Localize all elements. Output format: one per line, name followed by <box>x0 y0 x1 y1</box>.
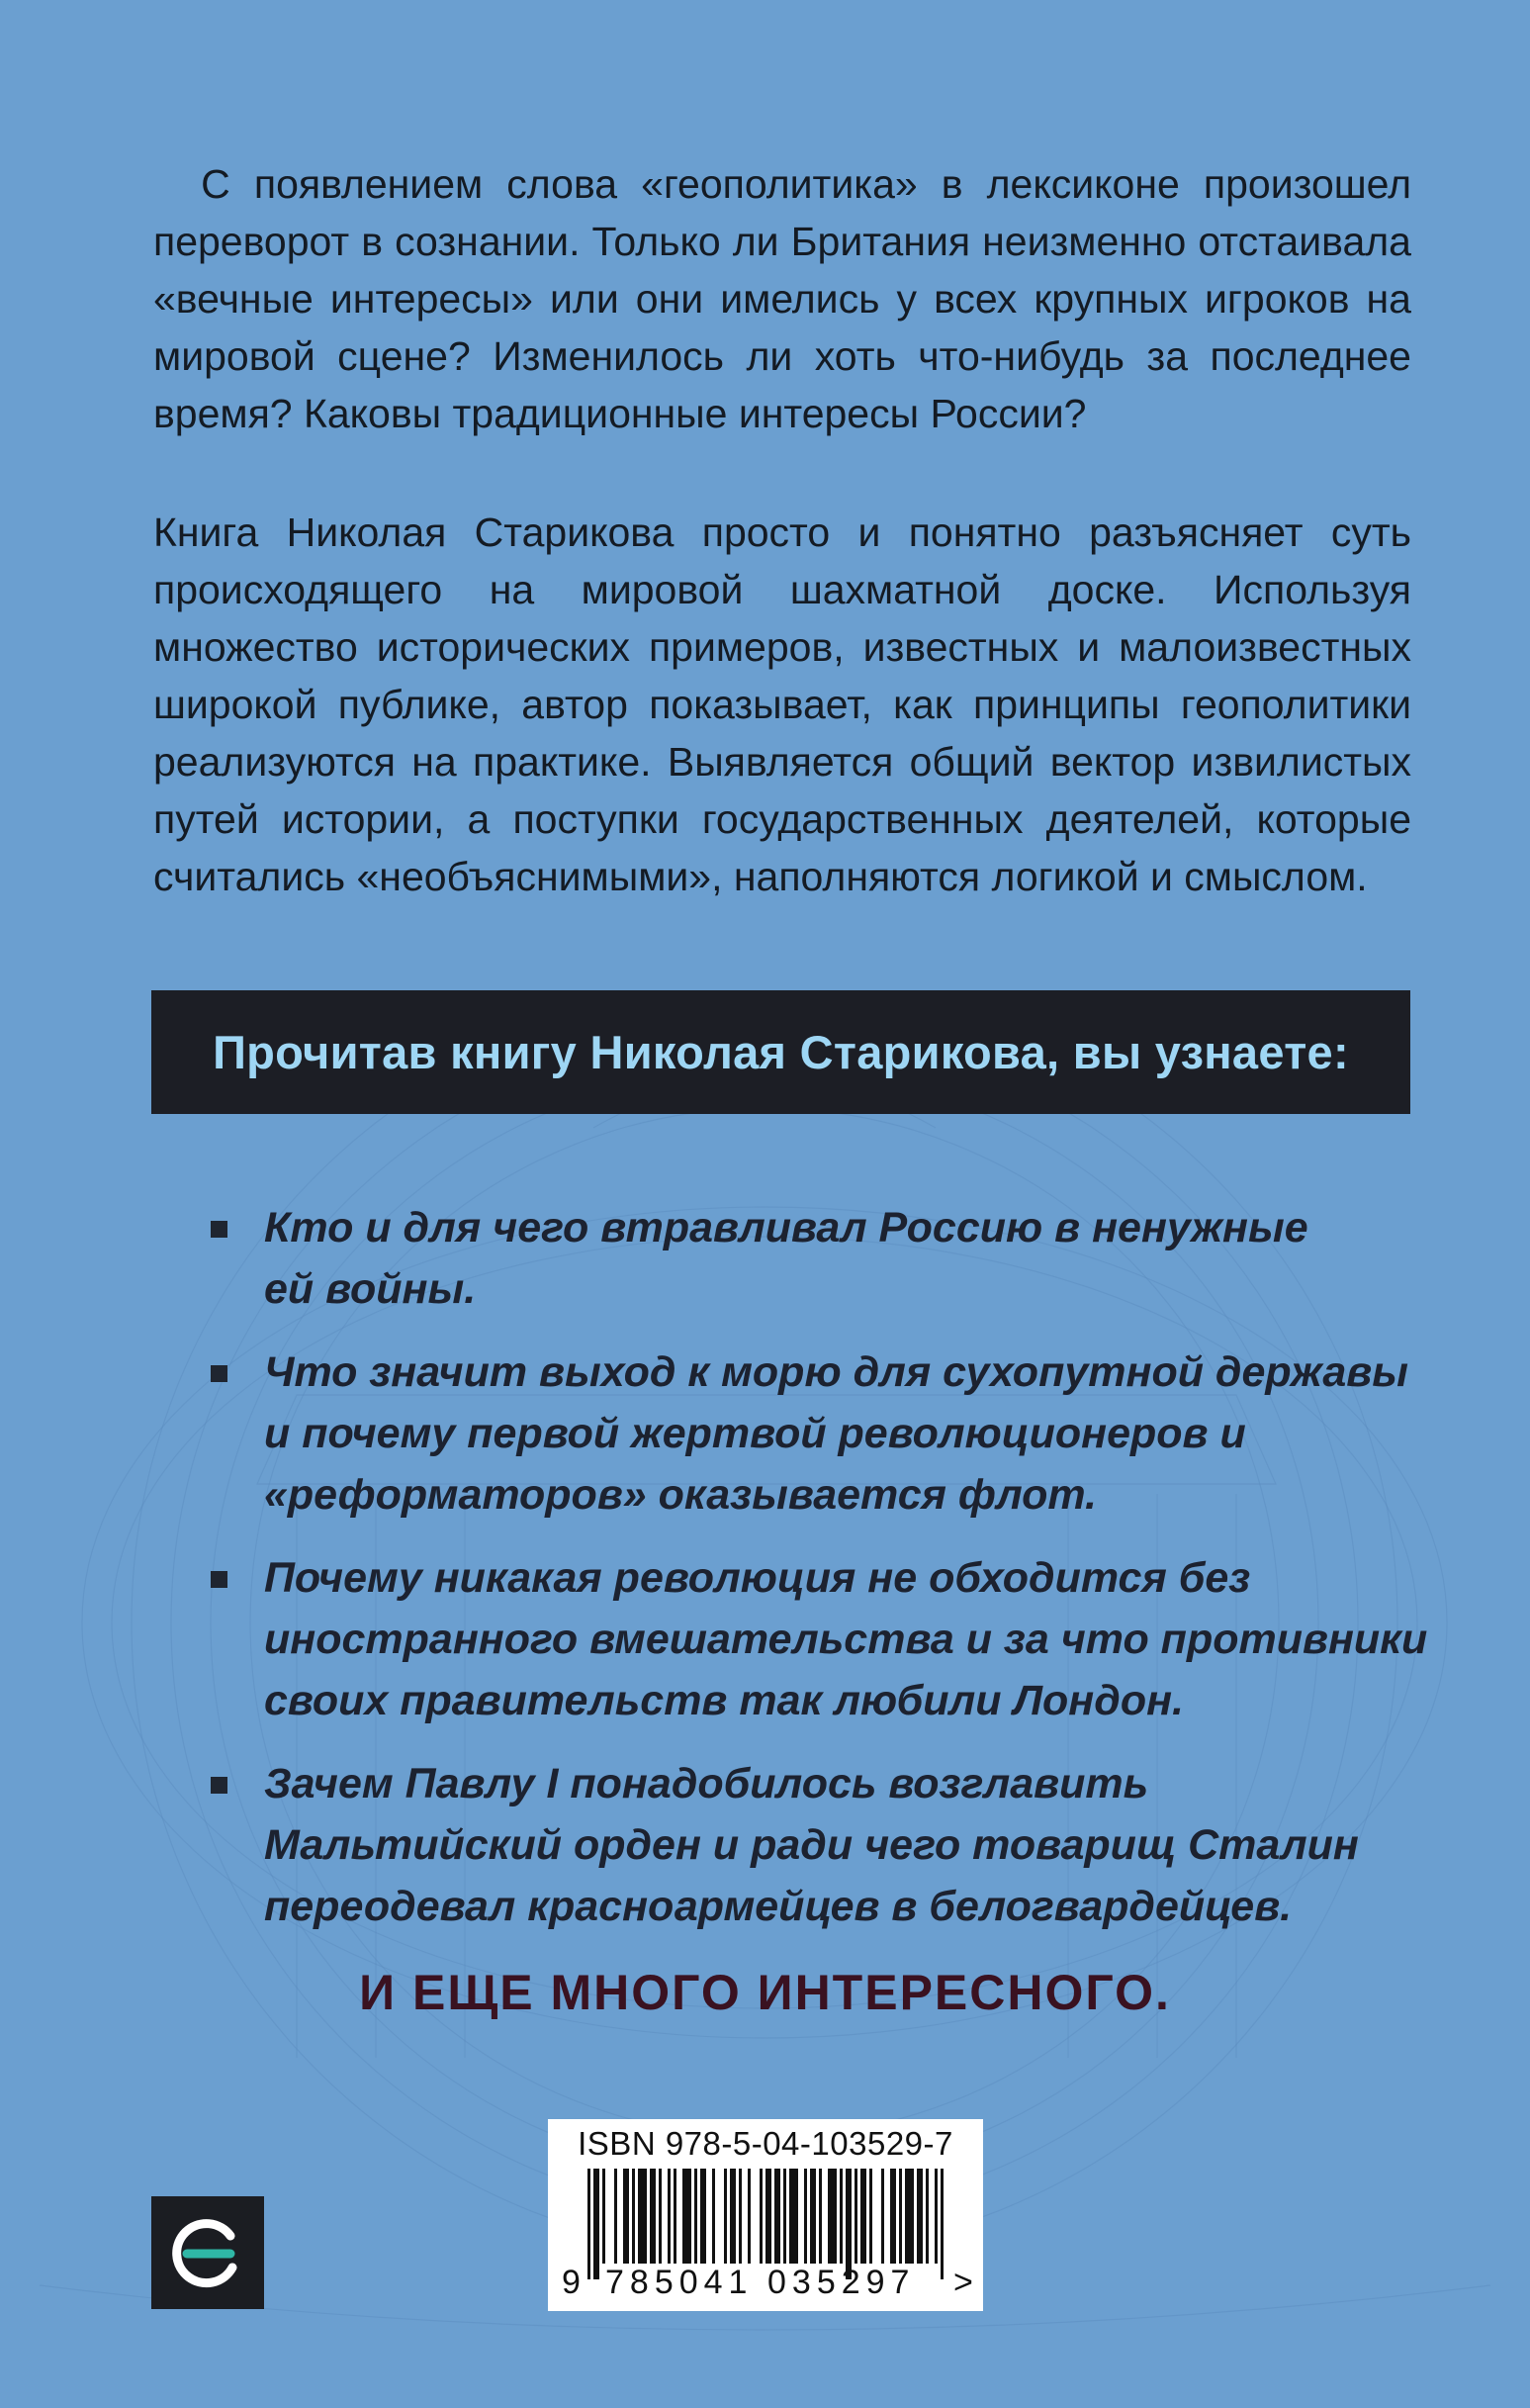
barcode-bar <box>941 2169 944 2279</box>
bullet-line: и почему первой жертвой революционеров и <box>264 1410 1246 1457</box>
barcode-bar <box>623 2169 629 2264</box>
barcode-bar <box>783 2169 786 2264</box>
bullet-line: Что значит выход к морю для сухопутной державы <box>264 1348 1408 1396</box>
barcode-bar <box>804 2169 807 2264</box>
bullet-line: переодевал красноармейцев в белогвардейцев. <box>264 1883 1293 1930</box>
barcode-bar <box>614 2169 617 2264</box>
paragraph-line: С появлением слова «геополитика» в лексиконе произошел <box>153 161 1411 207</box>
barcode-bar <box>810 2169 816 2264</box>
bullet-line: «реформаторов» оказывается флот. <box>264 1471 1098 1519</box>
paragraph-line: переворот в сознании. Только ли Британия неизменно отстаивала <box>153 219 1411 264</box>
paragraph-line: время? Каковы традиционные интересы России? <box>153 391 1087 436</box>
barcode-bar <box>674 2169 676 2264</box>
barcode-bar <box>840 2169 843 2264</box>
list-item <box>203 1342 1408 1526</box>
paragraph-line: считались «необъяснимыми», наполняются логикой и смыслом. <box>153 854 1368 899</box>
bullet-line: Зачем Павлу I понадобилось возглавить <box>264 1760 1149 1807</box>
barcode-marker: > <box>953 2264 973 2301</box>
bullet-square-icon <box>211 1571 227 1588</box>
barcode-right-digits: 035297 <box>767 2264 916 2301</box>
barcode-bar <box>789 2169 798 2264</box>
paragraph-line: «вечные интересы» или они имелись у всех крупных игроков на <box>153 276 1411 322</box>
bullet-line: своих правительств так любили Лондон. <box>264 1677 1185 1724</box>
list-item <box>203 1197 1390 1320</box>
isbn-label: ISBN 978-5-04-103529-7 <box>578 2125 953 2162</box>
barcode-bar <box>748 2169 751 2264</box>
bullet-line: Мальтийский орден и ради чего товарищ Сталин <box>264 1821 1359 1869</box>
paragraph-line: Книга Николая Старикова просто и понятно разъясняет суть <box>153 509 1411 555</box>
more-interesting-caption: И ЕЩЕ МНОГО ИНТЕРЕСНОГО. <box>359 1965 1171 2020</box>
barcode-bar <box>917 2169 923 2264</box>
barcode-bar <box>890 2169 896 2264</box>
description-paragraph-1 <box>153 155 1411 442</box>
paragraph-line: реализуются на практике. Выявляется общий вектор извилистых <box>153 739 1411 785</box>
barcode-bar <box>869 2169 872 2264</box>
barcode-bar <box>730 2169 736 2264</box>
bullet-square-icon <box>211 1221 227 1238</box>
bullet-line: Почему никакая революция не обходится без <box>264 1554 1251 1602</box>
eksmo-logo-icon <box>151 2196 264 2309</box>
paragraph-line: происходящего на мировой шахматной доске. Используя <box>153 567 1411 612</box>
bullet-line: иностранного вмешательства и за что противники <box>264 1616 1428 1663</box>
barcode-bar <box>739 2169 742 2264</box>
bullet-square-icon <box>211 1365 227 1382</box>
barcode-bar <box>632 2169 635 2264</box>
barcode-bar <box>935 2169 938 2264</box>
paragraph-line: мировой сцене? Изменилось ли хоть что-нибудь за последнее <box>153 333 1411 379</box>
barcode-bar <box>905 2169 914 2264</box>
list-item <box>203 1753 1390 1937</box>
paragraph-line: множество исторических примеров, известных и малоизвестных <box>153 624 1411 670</box>
barcode-bar <box>694 2169 697 2264</box>
barcode-bar <box>760 2169 763 2264</box>
barcode-bar <box>860 2169 866 2264</box>
barcode-bar <box>650 2169 656 2264</box>
list-item <box>203 1547 1428 1731</box>
barcode-bar <box>668 2169 671 2264</box>
paragraph-line: путей истории, а поступки государственных деятелей, которые <box>153 796 1411 842</box>
barcode-block <box>548 2119 983 2311</box>
barcode-bar <box>724 2169 727 2264</box>
barcode-bar <box>881 2169 884 2264</box>
barcode-bar <box>593 2169 599 2279</box>
bullet-square-icon <box>211 1777 227 1794</box>
barcode-bar <box>682 2169 691 2264</box>
barcode-bar <box>712 2169 715 2264</box>
barcode-bar <box>899 2169 902 2264</box>
barcode-left-digits: 785041 <box>605 2264 754 2301</box>
barcode-first-digit: 9 <box>562 2264 581 2301</box>
barcode-bar <box>587 2169 590 2279</box>
learn-banner-text: Прочитав книгу Николая Старикова, вы узнаете: <box>213 1026 1349 1078</box>
barcode-bar <box>602 2169 605 2264</box>
barcode-bar <box>638 2169 647 2264</box>
barcode-bar <box>659 2169 662 2264</box>
publisher-logo <box>151 2196 264 2309</box>
barcode-bar <box>765 2169 771 2264</box>
barcode-bar <box>819 2169 822 2264</box>
description-paragraph-2 <box>153 504 1411 905</box>
barcode-bar <box>774 2169 780 2264</box>
paragraph-line: широкой публике, автор показывает, как принципы геополитики <box>153 682 1411 727</box>
barcode-bar <box>828 2169 837 2264</box>
learn-banner <box>151 990 1410 1114</box>
bullet-line: ей войны. <box>264 1265 477 1313</box>
barcode-bar <box>855 2169 857 2264</box>
bullet-list <box>203 1197 1428 1959</box>
bullet-line: Кто и для чего втравливал Россию в ненужные <box>264 1204 1308 1251</box>
barcode-bar <box>700 2169 706 2264</box>
barcode-bar <box>926 2169 929 2264</box>
